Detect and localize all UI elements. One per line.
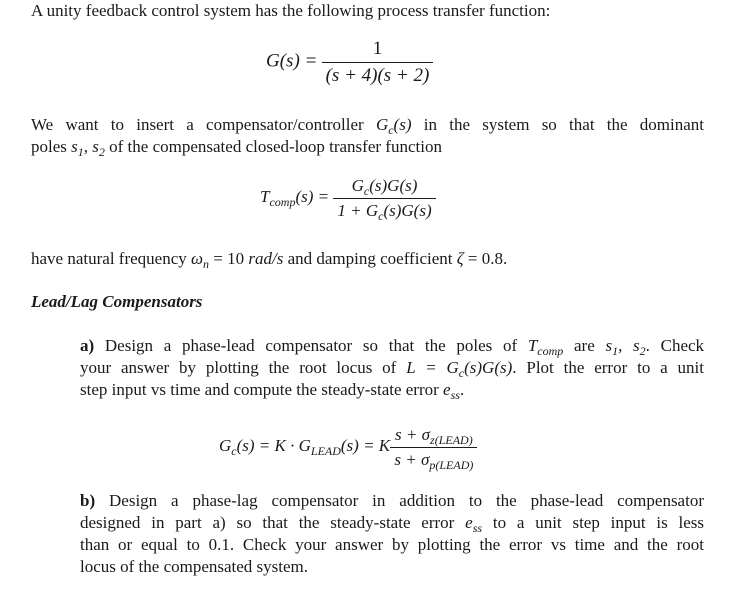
section-heading: Lead/Lag Compensators bbox=[31, 292, 203, 311]
part-b-line3: than or equal to 0.1. Check your answer by plotting the error vs time and the root bbox=[80, 535, 704, 554]
part-a-line3: step input vs time and compute the steady-state error $e_{ss}$. bbox=[80, 380, 465, 402]
equation-g-fraction bbox=[322, 38, 434, 87]
equation-g bbox=[266, 38, 433, 87]
equation-tcomp-fraction: $\frac{G_c(s)G(s)}{1 + G_c(s)G(s)}$ bbox=[333, 176, 435, 221]
equation-tcomp bbox=[260, 176, 436, 221]
part-b-line1: b) Design a phase-lag compensator in addition to the phase-lead compensator bbox=[80, 491, 704, 510]
equation-g-numerator: 1 bbox=[372, 38, 383, 59]
part-a-label: a) bbox=[80, 336, 95, 355]
part-a-line2: your answer by plotting the root locus of $L = G_c(s)G(s)$. Plot the error to a unit bbox=[80, 358, 705, 380]
part-b-line2: designed in part a) so that the steady-state error $e_{ss}$ to a unit step input is less bbox=[80, 513, 705, 535]
paragraph-specs: have natural frequency $\omega_n = 10$ rad/s and damping coefficient ζ = 0.8. bbox=[31, 249, 508, 271]
equation-tcomp-lhs: $T_{comp}(s)$ = bbox=[260, 187, 330, 210]
equation-gc: $G_c(s) = K \cdot G_{LEAD}(s) = K$ $\frac{s + \sigma_{z(LEAD)}}{s + \sigma_{p(LEAD)}}$ bbox=[219, 425, 477, 470]
equation-g-denominator: (s + 4)(s + 2) bbox=[322, 62, 434, 87]
intro-text: A unity feedback control system has the following process transfer function: bbox=[31, 1, 551, 20]
part-b-label: b) bbox=[80, 491, 96, 510]
paragraph-compensator-line2: poles $s_1$, $s_2$ of the compensated closed-loop transfer function bbox=[31, 137, 442, 159]
part-a-line1: a) Design a phase-lead compensator so that the poles of $T_{comp}$ are $s_1$, $s_2$. Check bbox=[80, 336, 705, 358]
equation-gc-fraction: $\frac{s + \sigma_{z(LEAD)}}{s + \sigma_{p(LEAD)}}$ bbox=[390, 425, 477, 470]
equation-g-lhs: G(s) = bbox=[266, 50, 318, 72]
part-b-line4: locus of the compensated system. bbox=[80, 557, 309, 576]
paragraph-compensator: We want to insert a compensator/controller $G_c(s)$ in the system so that the dominant bbox=[31, 115, 705, 137]
